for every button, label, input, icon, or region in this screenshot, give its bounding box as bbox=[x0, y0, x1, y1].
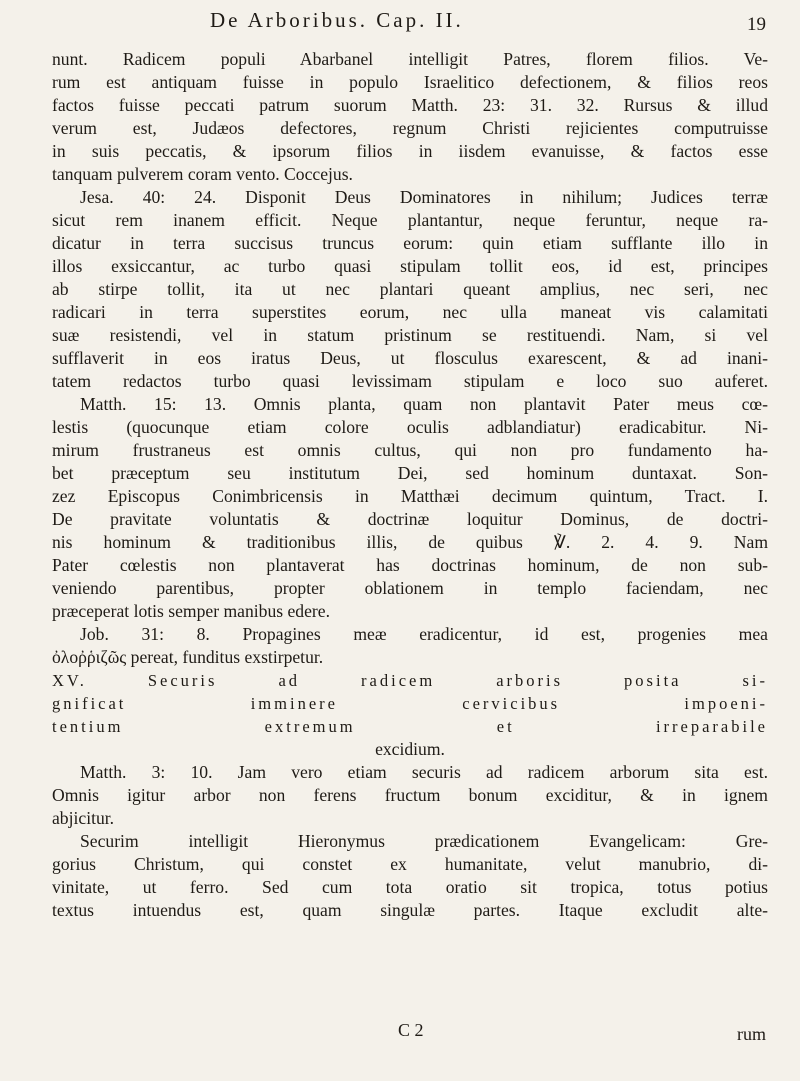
text-line: in suis peccatis, & ipsorum filios in iisdem evanuisse, & factos esse bbox=[52, 141, 768, 161]
text-line: nis hominum & traditionibus illis, de quibus ℣. 2. 4. 9. Nam bbox=[52, 532, 768, 552]
text-line: sufflaverit in eos iratus Deus, ut flosculus exarescent, & ad inani- bbox=[52, 348, 768, 368]
text-line: Omnis igitur arbor non ferens fructum bonum exciditur, & in ignem bbox=[52, 785, 768, 805]
text-line: veniendo parentibus, propter oblationem in templo faciendam, nec bbox=[52, 578, 768, 598]
text-line: præceperat lotis semper manibus edere. bbox=[52, 601, 330, 621]
catchword: rum bbox=[737, 1024, 766, 1044]
signature-mark: C 2 bbox=[398, 1020, 424, 1040]
section-heading-line: XV. Securis ad radicem arboris posita si- bbox=[52, 671, 768, 690]
text-line: Job. 31: 8. Propagines meæ eradicentur, id est, progenies mea bbox=[80, 624, 768, 644]
text-line: lestis (quocunque etiam colore oculis adblandiatur) eradicabitur. Ni- bbox=[52, 417, 768, 437]
text-line: Matth. 15: 13. Omnis planta, quam non plantavit Pater meus cœ- bbox=[80, 394, 768, 414]
page-header bbox=[0, 8, 800, 38]
text-line: nunt. Radicem populi Abarbanel intelligit Patres, florem filios. Ve- bbox=[52, 49, 768, 69]
text-line: tatem redactos turbo quasi levissimam stipulam e loco suo auferet. bbox=[52, 371, 768, 391]
text-line: sicut rem inanem efficit. Neque plantantur, neque feruntur, neque ra- bbox=[52, 210, 768, 230]
text-line: tanquam pulverem coram vento. Coccejus. bbox=[52, 164, 353, 184]
section-heading-line: gnificat imminere cervicibus impoeni- bbox=[52, 694, 768, 713]
text-line: verum est, Judæos defectores, regnum Christi rejicientes computruisse bbox=[52, 118, 768, 138]
text-line: gorius Christum, qui constet ex humanitate, velut manubrio, di- bbox=[52, 854, 768, 874]
text-line: zez Episcopus Conimbricensis in Matthæi decimum quintum, Tract. I. bbox=[52, 486, 768, 506]
section-heading-line: excidium. bbox=[375, 739, 445, 759]
text-line: bet præceptum seu institutum Dei, sed hominum duntaxat. Son- bbox=[52, 463, 768, 483]
running-head: De Arboribus. Cap. II. bbox=[210, 8, 464, 32]
text-line: illos exsiccantur, ac turbo quasi stipulam tollit eos, id est, principes bbox=[52, 256, 768, 276]
text-line: radicari in terra superstites eorum, nec ulla maneat vis calamitati bbox=[52, 302, 768, 322]
text-line: rum est antiquam fuisse in populo Israelitico defectionem, & filios reos bbox=[52, 72, 768, 92]
text-line: suæ resistendi, vel in statum pristinum se restituendi. Nam, si vel bbox=[52, 325, 768, 345]
text-line: Pater cœlestis non plantaverat has doctrinas hominum, de non sub- bbox=[52, 555, 768, 575]
text-line: abjicitur. bbox=[52, 808, 115, 828]
text-line: Jesa. 40: 24. Disponit Deus Dominatores in nihilum; Judices terræ bbox=[80, 187, 768, 207]
text-line: dicatur in terra succisus truncus eorum: quin etiam sufflante illo in bbox=[52, 233, 768, 253]
text-line: factos fuisse peccati patrum suorum Matth. 23: 31. 32. Rursus & illud bbox=[52, 95, 768, 115]
text-line: mirum frustraneus est omnis cultus, qui non pro fundamento ha- bbox=[52, 440, 768, 460]
text-body bbox=[52, 48, 768, 922]
text-line: vinitate, ut ferro. Sed cum tota oratio sit tropica, totus potius bbox=[52, 877, 768, 897]
text-line: ab stirpe tollit, ita ut nec plantari queant amplius, nec seri, nec bbox=[52, 279, 768, 299]
text-line: textus intuendus est, quam singulæ partes. Itaque excludit alte- bbox=[52, 900, 768, 920]
text-line: De pravitate voluntatis & doctrinæ loquitur Dominus, de doctri- bbox=[52, 509, 768, 529]
text-line: Matth. 3: 10. Jam vero etiam securis ad radicem arborum sita est. bbox=[80, 762, 768, 782]
text-line: Securim intelligit Hieronymus prædicationem Evangelicam: Gre- bbox=[80, 831, 768, 851]
section-heading-line: tentium extremum et irreparabile bbox=[52, 717, 768, 736]
page-number: 19 bbox=[747, 14, 766, 35]
text-line: ὀλοῤῥιζῶς pereat, funditus exstirpetur. bbox=[52, 647, 324, 667]
